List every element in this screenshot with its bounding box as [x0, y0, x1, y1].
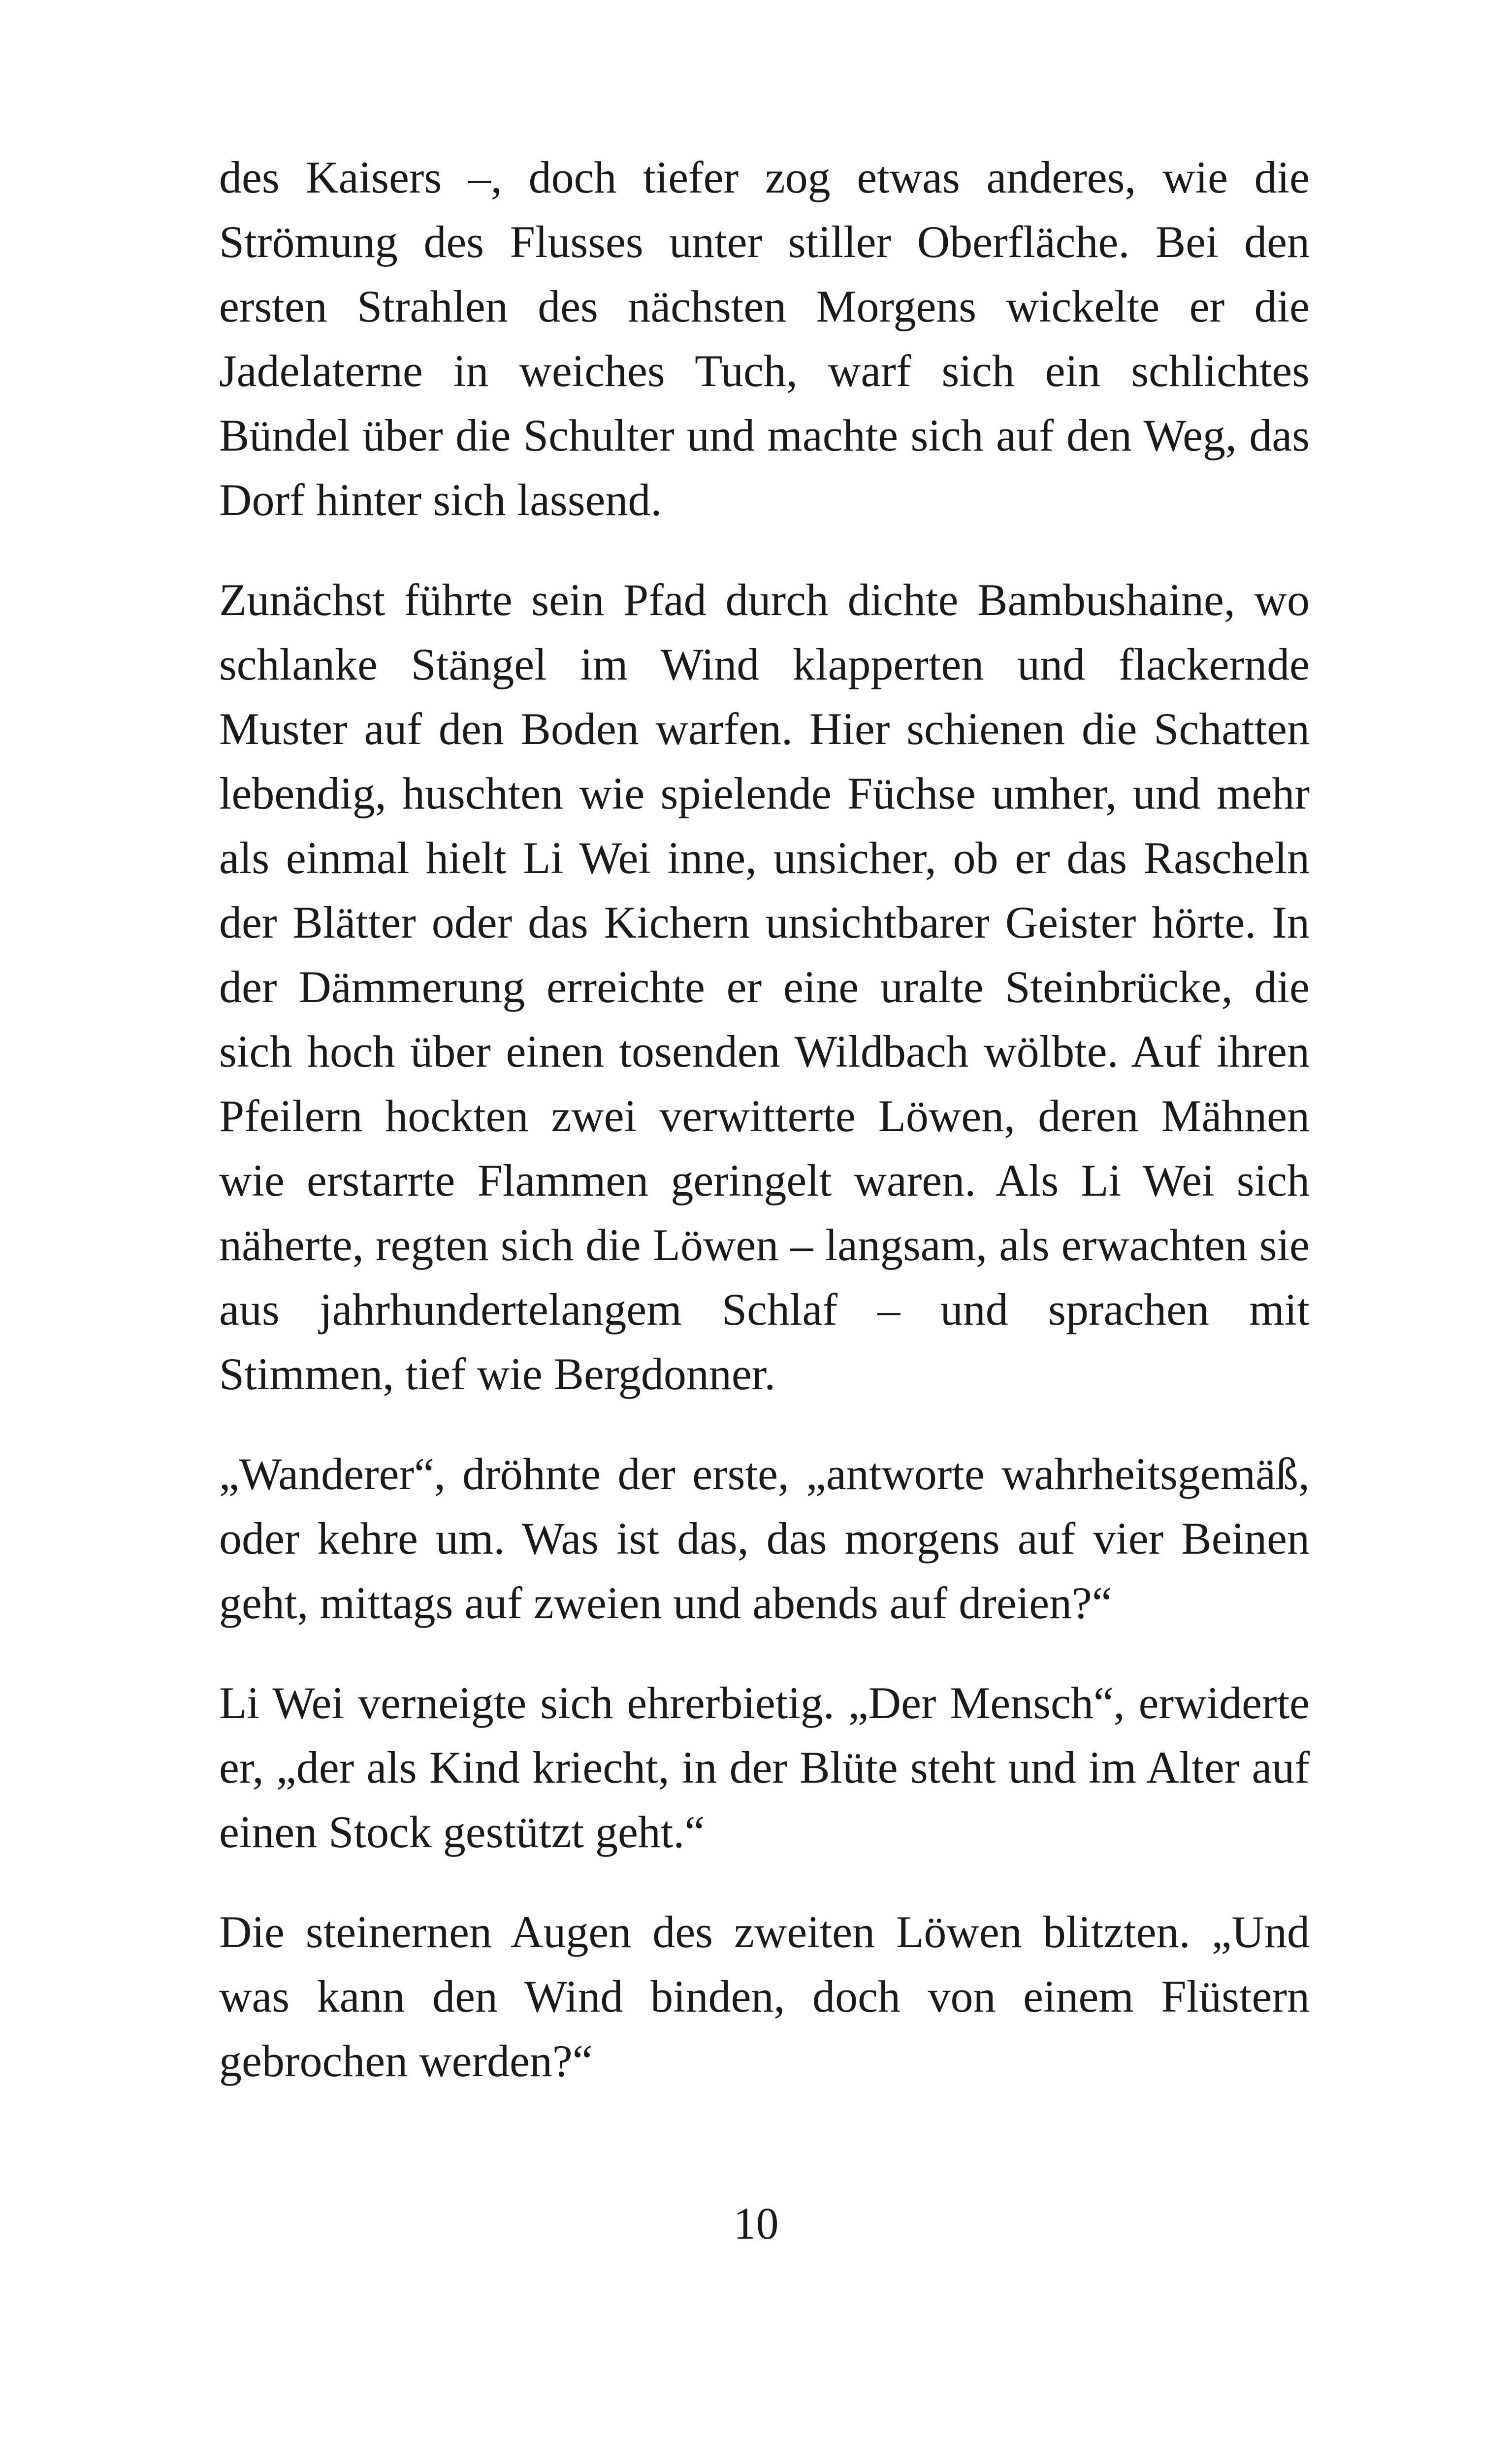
body-text [219, 145, 1310, 2129]
paragraph-2: Zunächst führte sein Pfad durch dichte Bambushaine, wo schlanke Stängel im Wind klapperten und flackernde Muster auf den Boden warfen. Hier schienen die Schatten lebendig, huschten wie spielende Füchse umher, und mehr als einmal hielt Li Wei inne, unsicher, ob er das Rascheln der Blätter oder das Kichern unsichtbarer Geister hörte. In der Dämmerung erreichte er eine uralte Steinbrücke, die sich hoch über einen tosenden Wildbach wölbte. Auf ihren Pfeilern hockten zwei verwitterte Löwen, deren Mähnen wie erstarrte Flammen geringelt waren. Als Li Wei sich näherte, regten sich die Löwen – langsam, als erwachten sie aus jahrhundertelangem Schlaf – und sprachen mit Stimmen, tief wie Bergdonner. [219, 575, 1310, 1399]
page-number: 10 [733, 2198, 779, 2248]
paragraph-3: „Wanderer“, dröhnte der erste, „antworte wahrheitsgemäß, oder kehre um. Was ist das, das morgens auf vier Beinen geht, mittags auf zweien und abends auf dreien?“ [219, 1449, 1310, 1628]
paragraph-1: des Kaisers –, doch tiefer zog etwas anderes, wie die Strömung des Flusses unter stiller Oberfläche. Bei den ersten Strahlen des nächsten Morgens wickelte er die Jadelaterne in weiches Tuch, warf sich ein schlichtes Bündel über die Schulter und machte sich auf den Weg, das Dorf hinter sich lassend. [219, 152, 1310, 525]
paragraph-5: Die steinernen Augen des zweiten Löwen blitzten. „Und was kann den Wind binden, doch von einem Flüstern gebrochen werden?“ [219, 1907, 1310, 2086]
paragraph-4: Li Wei verneigte sich ehrerbietig. „Der Mensch“, erwiderte er, „der als Kind kriecht, in der Blüte steht und im Alter auf einen Stock gestützt geht.“ [219, 1678, 1310, 1857]
